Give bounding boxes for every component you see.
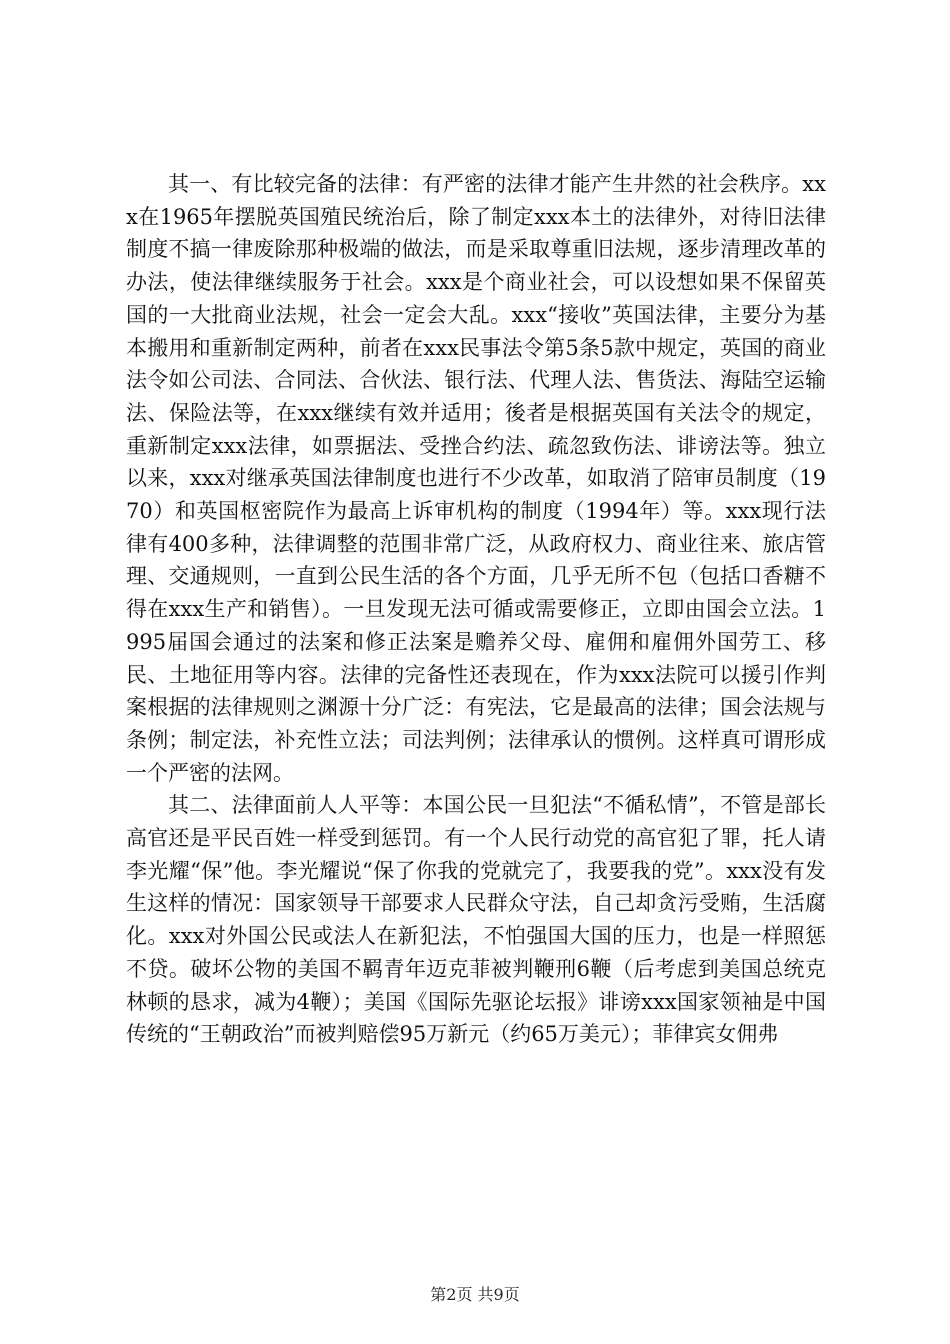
page-footer: 第2页 共9页	[430, 1285, 520, 1304]
body-text	[126, 168, 826, 1051]
paragraph-2: 其二、法律面前人人平等：本国公民一旦犯法“不循私情”，不管是部长高官还是平民百姓一样受到惩罚。有一个人民行动党的高官犯了罪，托人请李光耀“保”他。李光耀说“保了你我的党就完了，我要我的党”。xxx没有发生这样的情况：国家领导干部要求人民群众守法，自己却贪污受贿，生活腐化。xxx对外国公民或法人在新犯法，不怕强国大国的压力，也是一样照惩不贷。破坏公物的美国不羁青年迈克菲被判鞭刑6鞭（后考虑到美国总统克林顿的恳求，减为4鞭）；美国《国际先驱论坛报》诽谤xxx国家领袖是中国传统的“王朝政治”而被判赔偿95万新元（约65万美元）；菲律宾女佣弗	[126, 793, 826, 1047]
paragraph-1: 其一、有比较完备的法律：有严密的法律才能产生井然的社会秩序。xxx在1965年摆脱英国殖民统治后，除了制定xxx本土的法律外，对待旧法律制度不搞一律废除那种极端的做法，而是采取尊重旧法规，逐步清理改革的办法，使法律继续服务于社会。xxx是个商业社会，可以设想如果不保留英国的一大批商业法规，社会一定会大乱。xxx“接收”英国法律，主要分为基本搬用和重新制定两种，前者在xxx民事法令第5条5款中规定，英国的商业法令如公司法、合同法、合伙法、银行法、代理人法、售货法、海陆空运输法、保险法等，在xxx继续有效并适用；後者是根据英国有关法令的规定，重新制定xxx法律，如票据法、受挫合约法、疏忽致伤法、诽谤法等。独立以来，xxx对继承英国法律制度也进行不少改革，如取消了陪审员制度（1970）和英国枢密院作为最高上诉审机构的制度（1994年）等。xxx现行法律有400多种，法律调整的范围非常广泛，从政府权力、商业往来、旅店管理、交通规则，一直到公民生活的各个方面，几乎无所不包（包括口香糖不得在xxx生产和销售）。一旦发现无法可循或需要修正，立即由国会立法。1995届国会通过的法案和修正法案是赡养父母、雇佣和雇佣外国劳工、移民、土地征用等内容。法律的完备性还表现在，作为xxx法院可以援引作判案根据的法律规则之渊源十分广泛：有宪法，它是最高的法律；国会法规与条例；制定法，补充性立法；司法判例；法律承认的惯例。这样真可谓形成一个严密的法网。	[126, 172, 826, 785]
